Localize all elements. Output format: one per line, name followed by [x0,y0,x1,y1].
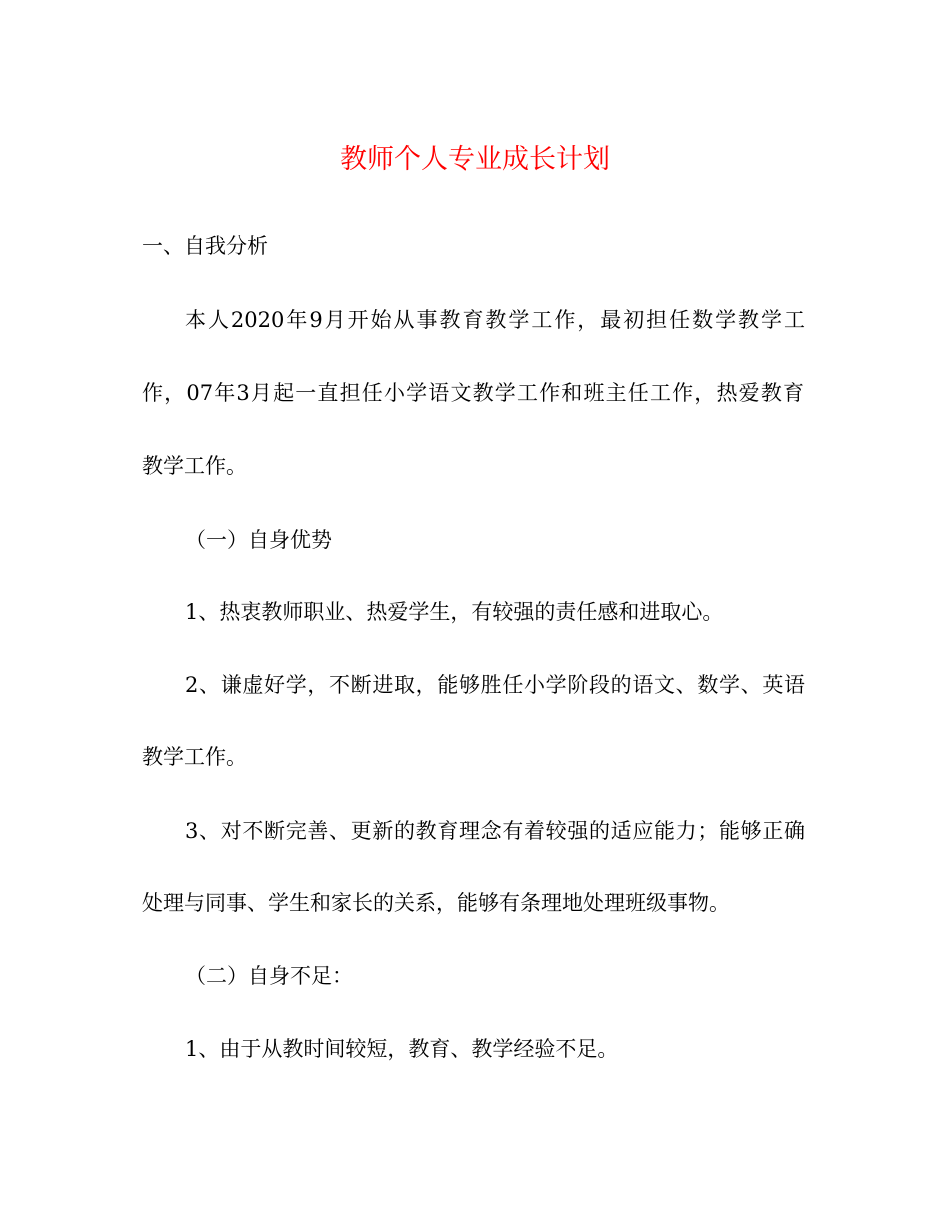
paragraph-line: 3、对不断完善、更新的教育理念有着较强的适应能力；能够正确 [185,819,805,843]
section-heading-self-analysis: 一、自我分析 [142,234,268,258]
document-title: 教师个人专业成长计划 [340,144,610,175]
paragraph-line: 2、谦虚好学，不断进取，能够胜任小学阶段的语文、数学、英语 [185,673,805,697]
subsection-heading-strengths: （一）自身优势 [185,528,332,552]
paragraph-line: 作，07年3月起一直担任小学语文教学工作和班主任工作，热爱教育 [142,381,804,405]
paragraph-line: 本人2020年9月开始从事教育教学工作，最初担任数学教学工 [185,308,805,332]
subsection-heading-weaknesses: （二）自身不足： [185,964,353,988]
paragraph-line: 教学工作。 [142,454,247,478]
paragraph-line: 教学工作。 [142,745,247,769]
paragraph-line: 处理与同事、学生和家长的关系，能够有条理地处理班级事物。 [142,891,730,915]
paragraph-line: 1、热衷教师职业、热爱学生，有较强的责任感和进取心。 [185,600,724,624]
paragraph-line: 1、由于从教时间较短，教育、教学经验不足。 [185,1037,619,1061]
